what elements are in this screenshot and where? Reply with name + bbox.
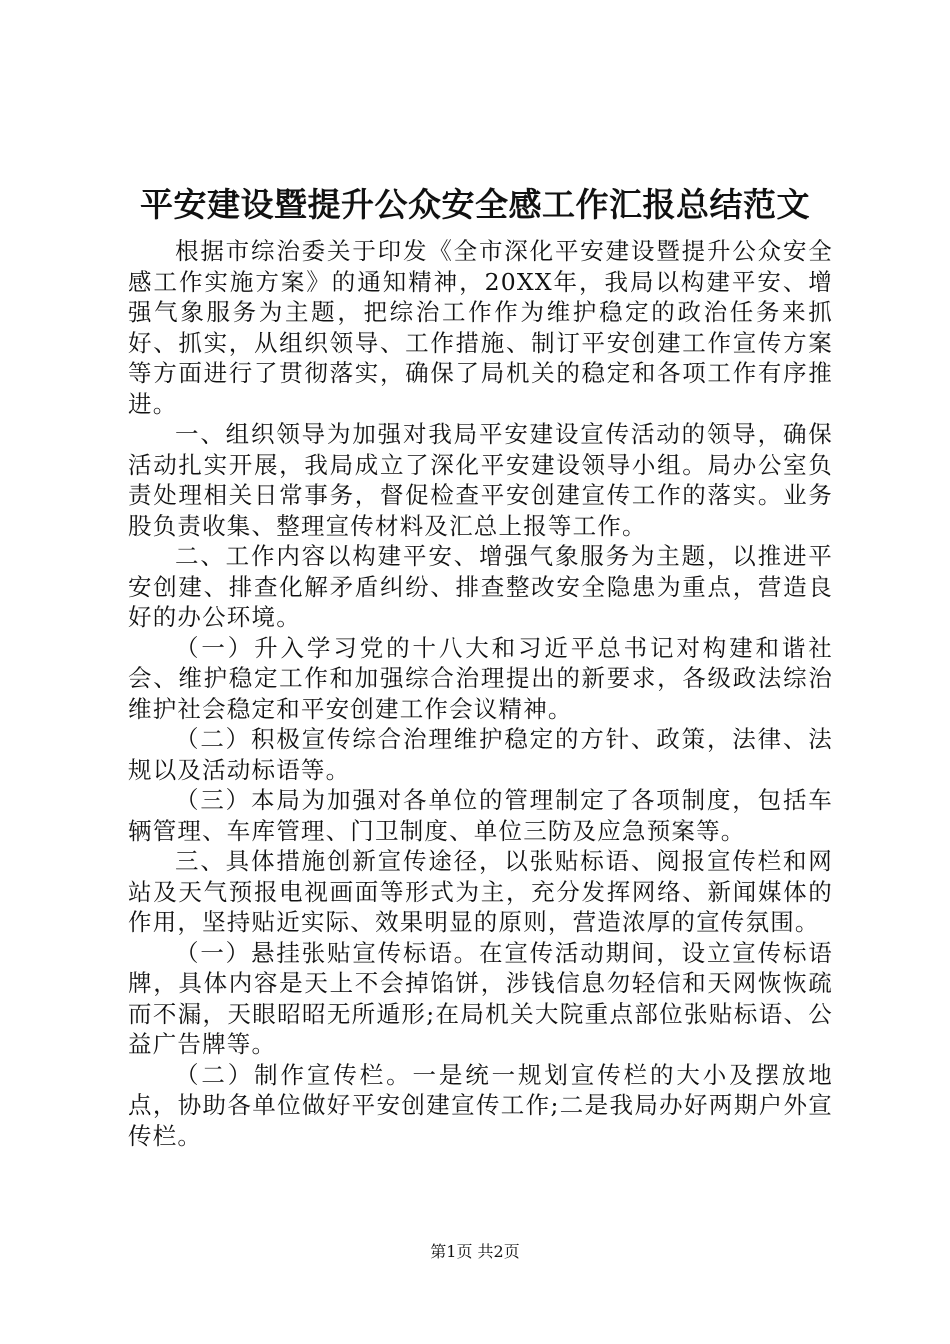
paragraph-item-publicity: （二）积极宣传综合治理维护稳定的方针、政策，法律、法规以及活动标语等。 [128, 725, 833, 784]
document-body [128, 236, 833, 1151]
document-title: 平安建设暨提升公众安全感工作汇报总结范文 [140, 185, 810, 224]
paragraph-item-study: （一）升入学习党的十八大和习近平总书记对构建和谐社会、维护稳定工作和加强综合治理提出的新要求，各级政法综治维护社会稳定和平安创建工作会议精神。 [128, 633, 833, 723]
paragraph-organization: 一、组织领导为加强对我局平安建设宣传活动的领导，确保活动扎实开展，我局成立了深化平安建设领导小组。局办公室负责处理相关日常事务，督促检查平安创建宣传工作的落实。业务股负责收集、整理宣传材料及汇总上报等工作。 [128, 420, 833, 540]
paragraph-intro: 根据市综治委关于印发《全市深化平安建设暨提升公众安全感工作实施方案》的通知精神，20XX年，我局以构建平安、增强气象服务为主题，把综治工作作为维护稳定的政治任务来抓好、抓实，从组织领导、工作措施、制订平安创建工作宣传方案等方面进行了贯彻落实，确保了局机关的稳定和各项工作有序推进。 [128, 237, 833, 418]
paragraph-item-slogans: （一）悬挂张贴宣传标语。在宣传活动期间，设立宣传标语牌，具体内容是天上不会掉馅饼，涉钱信息勿轻信和天网恢恢疏而不漏，天眼昭昭无所遁形;在局机关大院重点部位张贴标语、公益广告牌等。 [128, 938, 833, 1058]
paragraph-work-content: 二、工作内容以构建平安、增强气象服务为主题，以推进平安创建、排查化解矛盾纠纷、排查整改安全隐患为重点，营造良好的办公环境。 [128, 542, 833, 631]
page-number-footer: 第1页 共2页 [430, 1242, 520, 1261]
paragraph-measures: 三、具体措施创新宣传途径，以张贴标语、阅报宣传栏和网站及天气预报电视画面等形式为主，充分发挥网络、新闻媒体的作用，坚持贴近实际、效果明显的原则，营造浓厚的宣传氛围。 [128, 847, 833, 936]
paragraph-item-board: （二）制作宣传栏。一是统一规划宣传栏的大小及摆放地点，协助各单位做好平安创建宣传工作;二是我局办好两期户外宣传栏。 [128, 1060, 833, 1150]
paragraph-item-rules: （三）本局为加强对各单位的管理制定了各项制度，包括车辆管理、车库管理、门卫制度、单位三防及应急预案等。 [128, 786, 833, 845]
